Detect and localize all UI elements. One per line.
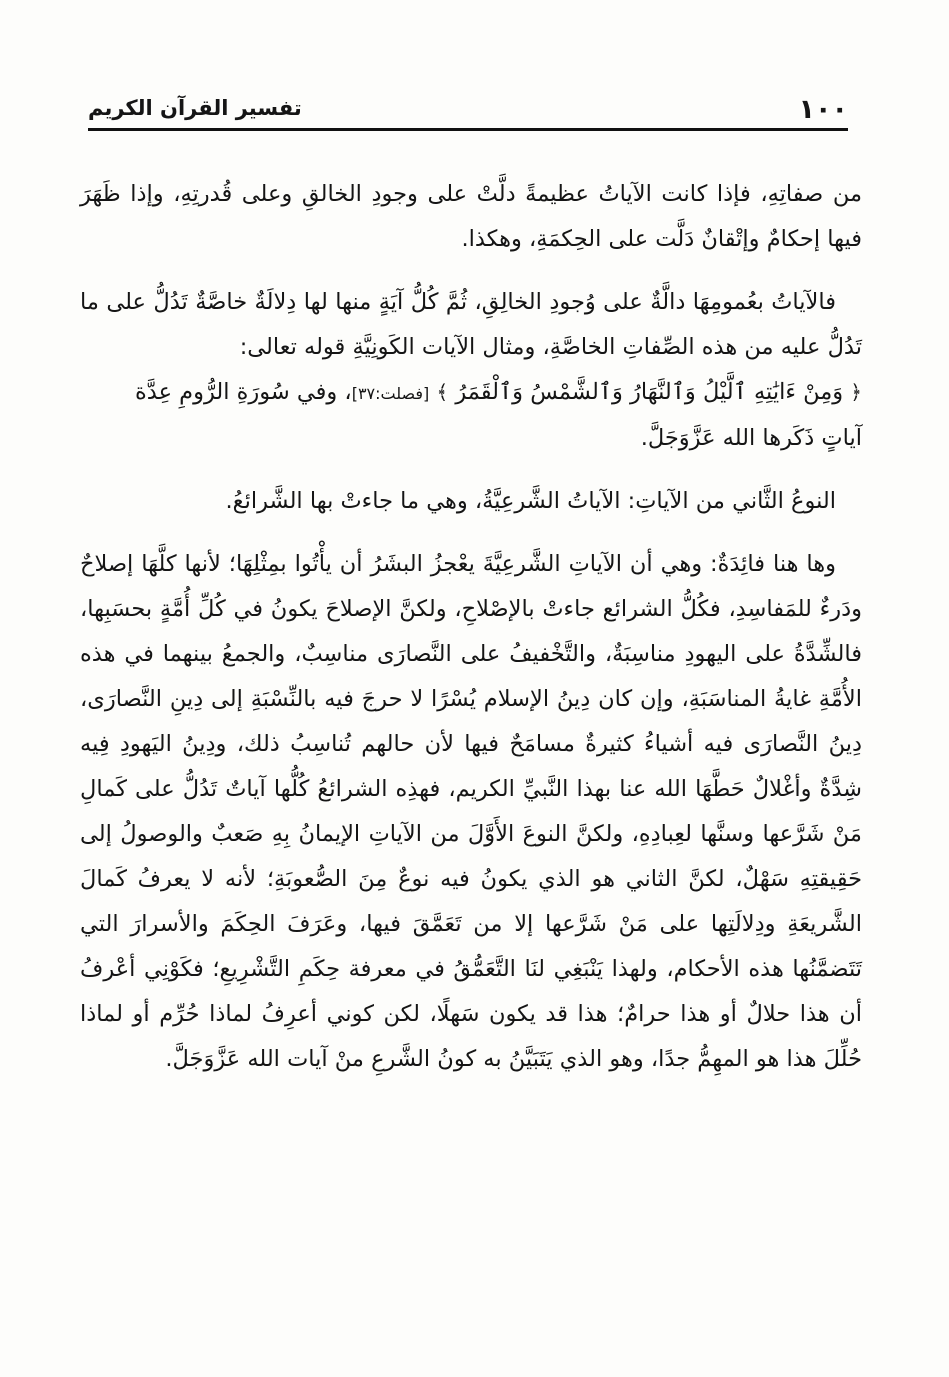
body-text <box>80 172 862 1082</box>
paragraph: فالآياتُ بعُمومِهَا دالَّةٌ على وُجودِ الخالِقِ، ثُمَّ كُلُّ آيَةٍ منها لها دِلالَةٌ خاصَّةٌ تَدُلُّ على ما تَدُلُّ عليه من هذه الصِّفاتِ الخاصَّةِ، ومثال الآيات الكَونِيَّةِ قوله تعالى: <box>80 289 862 360</box>
verse-open-bracket: ﴿ <box>850 380 862 404</box>
verse-close-bracket: ﴾ <box>436 380 449 404</box>
paragraph: وها هنا فائِدَةٌ: وهي أن الآياتِ الشَّرعِيَّةَ يعْجزُ البشَرُ أن يأْتُوا بمِثْلِهَا؛ لأنها كلَّهَا إصلاحٌ ودَرءٌ للمَفاسِدِ، فكُلُّ الشرائع جاءتْ بالإصْلاحِ، ولكنَّ الإصلاحَ يكونُ في كُلِّ أُمَّةٍ بحسَبِها، فالشِّدَّةُ على اليهودِ مناسِبَةٌ، والتَّخْفيفُ على النَّصارَى مناسِبٌ، والجمعُ بينهما في هذه الأُمَّةِ غايةُ المناسَبَةِ، وإن كان دِينُ الإسلام يُسْرًا لا حرجَ فيه بالنِّسْبَةِ إلى دِينِ النَّصارَى، دِينُ النَّصارَى فيه أشياءُ كثيرةٌ مسامَحٌ فيها لأن حالهم تُناسِبُ ذلك، ودِينُ اليَهودِ فِيه شِدَّةٌ وأغْلالٌ حَطَّهَا الله عنا بهذا النَّبيِّ الكريم، فهذِه الشرائعُ كُلُّها آياتٌ تَدُلُّ على كَمالِ مَنْ شَرَّعها وسنَّها لعِبادِهِ، ولكنَّ النوعَ الأَوَّلَ من الآياتِ الإيمانُ بِهِ صَعبٌ والوصولُ إلى حَقِيقتِهِ سَهْلٌ، لكنَّ الثاني هو الذي يكونُ فيه نوعٌ مِنَ الصُّعوبَةِ؛ لأنه لا يعرفُ كَمالَ الشَّريعَةِ ودِلالَتِها على مَنْ شَرَّعها إلا من تَعَمَّقَ فيها، وعَرَفَ الحِكَمَ والأسرارَ التي تَتَضمَّنُها هذه الأحكام، ولهذا يَنْبَغِي لنَا التَّعَمُّقُ في معرفة حِكَمِ التَّشْرِيعِ؛ فكَوْنِي أعْرفُ أن هذا حلالٌ أو هذا حرامٌ؛ هذا قد يكون سَهلًا، لكن كوني أعرِفُ لماذا حُرِّم أو لماذا حُلِّلَ هذا هو المهِمُّ جدًا، وهو الذي يَتَبَيَّنُ به كونُ الشَّرعِ منْ آيات الله عَزَّوَجَلَّ. <box>80 551 862 1072</box>
page-number: ١٠٠ <box>798 94 848 125</box>
quran-verse: وَمِنْ ءَايَٰتِهِ ٱلَّيْلُ وَٱلنَّهَارُ وَٱلشَّمْسُ وَٱلْقَمَرُ <box>455 379 844 405</box>
verse-citation: [فصلت:٣٧] <box>351 384 430 403</box>
paragraph: من صفاتِهِ، فإذا كانت الآياتُ عظيمةً دلَّتْ على وجودِ الخالقِ وعلى قُدرتِهِ، وإذا ظَهَرَ فيها إحكامٌ وإتْقانٌ دَلَّت على الحِكمَةِ، وهكذا. <box>80 181 862 252</box>
verse-continuation: ، وفي سُورَةِ الرُّومِ عِدَّة <box>134 379 352 405</box>
quran-verse-line <box>80 370 862 416</box>
paragraph: آياتٍ ذَكَرها الله عَزَّوَجَلَّ. <box>640 425 862 451</box>
running-title: تفسير القرآن الكريم <box>88 96 302 120</box>
paragraph: النوعُ الثَّاني من الآياتِ: الآياتُ الشَّرعِيَّةُ، وهي ما جاءتْ بها الشَّرائعُ. <box>225 488 836 514</box>
page-header <box>88 90 848 131</box>
